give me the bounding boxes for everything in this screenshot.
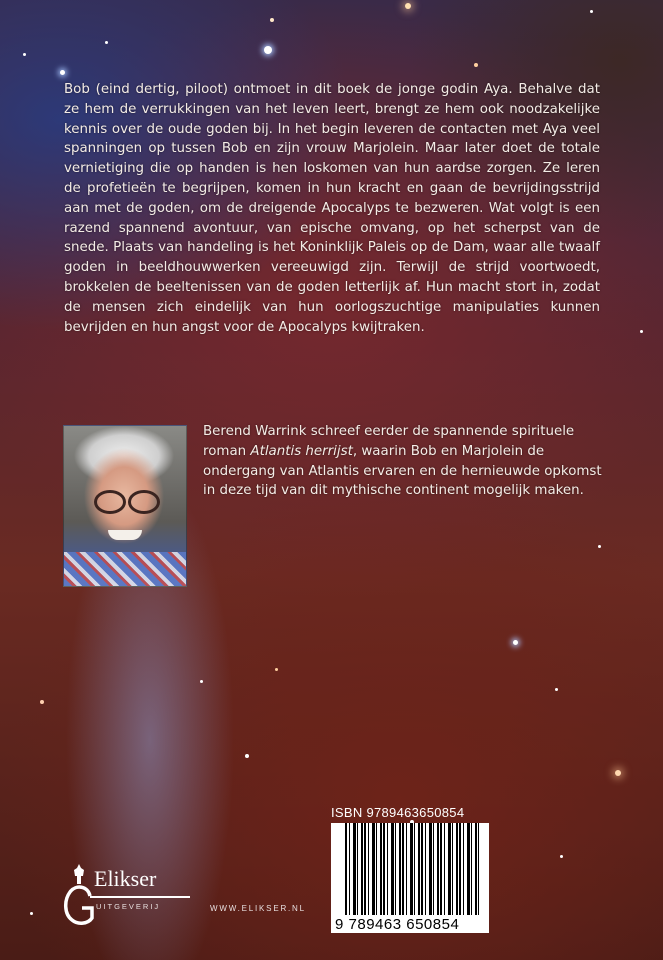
- author-bio-text-1: Berend Warrink schreef eerder de spannende spirituele roman: [203, 424, 575, 459]
- smile-detail: [108, 530, 142, 540]
- previous-book-title: Atlantis herrijst: [250, 443, 353, 459]
- barcode-bars: [345, 823, 479, 915]
- publisher-name: Elikser: [94, 866, 157, 891]
- shirt-detail: [64, 552, 186, 586]
- author-bio: [203, 422, 603, 501]
- isbn-label: ISBN 9789463650854: [331, 805, 465, 820]
- book-blurb: Bob (eind dertig, piloot) ontmoet in dit boek de jonge godin Aya. Behalve dat ze hem de verrukkingen van het leven leert, brengt ze hem ook noodzakelijke kennis over de oude goden bij. In het begin leveren de contacten met Aya veel spanningen op tussen Bob en zijn vrouw Marjolein. Maar later doet de totale vernietiging die op handen is hen loskomen van hun aardse zorgen. Ze leren de profetieën te begrijpen, komen in hun kracht en gaan de bevrijdingsstrijd aan met de goden, om de dreigende Apocalyps te bezweren. Wat volgt is een razend spannend avontuur, van epische omvang, op het scherpst van de snede. Plaats van handeling is het Koninklijk Paleis op de Dam, waar alle twaalf goden in beeldhouwwerken vereeuwigd zijn. Terwijl de strijd voortwoedt, brokkelen de beeltenissen van de goden letterlijk af. Hun macht stort in, zodat de mensen zich eindelijk van hun oorlogszuchtige manipulaties kunnen bevrijden en hun angst voor de Apocalyps kwijtraken.: [64, 82, 600, 335]
- barcode-digits: [335, 916, 485, 933]
- glasses-detail: [92, 490, 158, 510]
- publisher-website: WWW.ELIKSER.NL: [210, 904, 306, 913]
- isbn-barcode: [331, 823, 489, 933]
- logo-rule: [90, 896, 190, 898]
- barcode-digits-text: 9 789463 650854: [335, 916, 460, 933]
- publisher-subtitle: UITGEVERIJ: [96, 902, 161, 911]
- author-bio-text-2: , waarin Bob en Marjolein de ondergang van Atlantis ervaren en de hernieuwde opkomst in deze tijd van dit mythische continent mogelijk maken.: [203, 443, 602, 499]
- author-photo: [63, 425, 187, 587]
- publisher-logo: [62, 862, 202, 932]
